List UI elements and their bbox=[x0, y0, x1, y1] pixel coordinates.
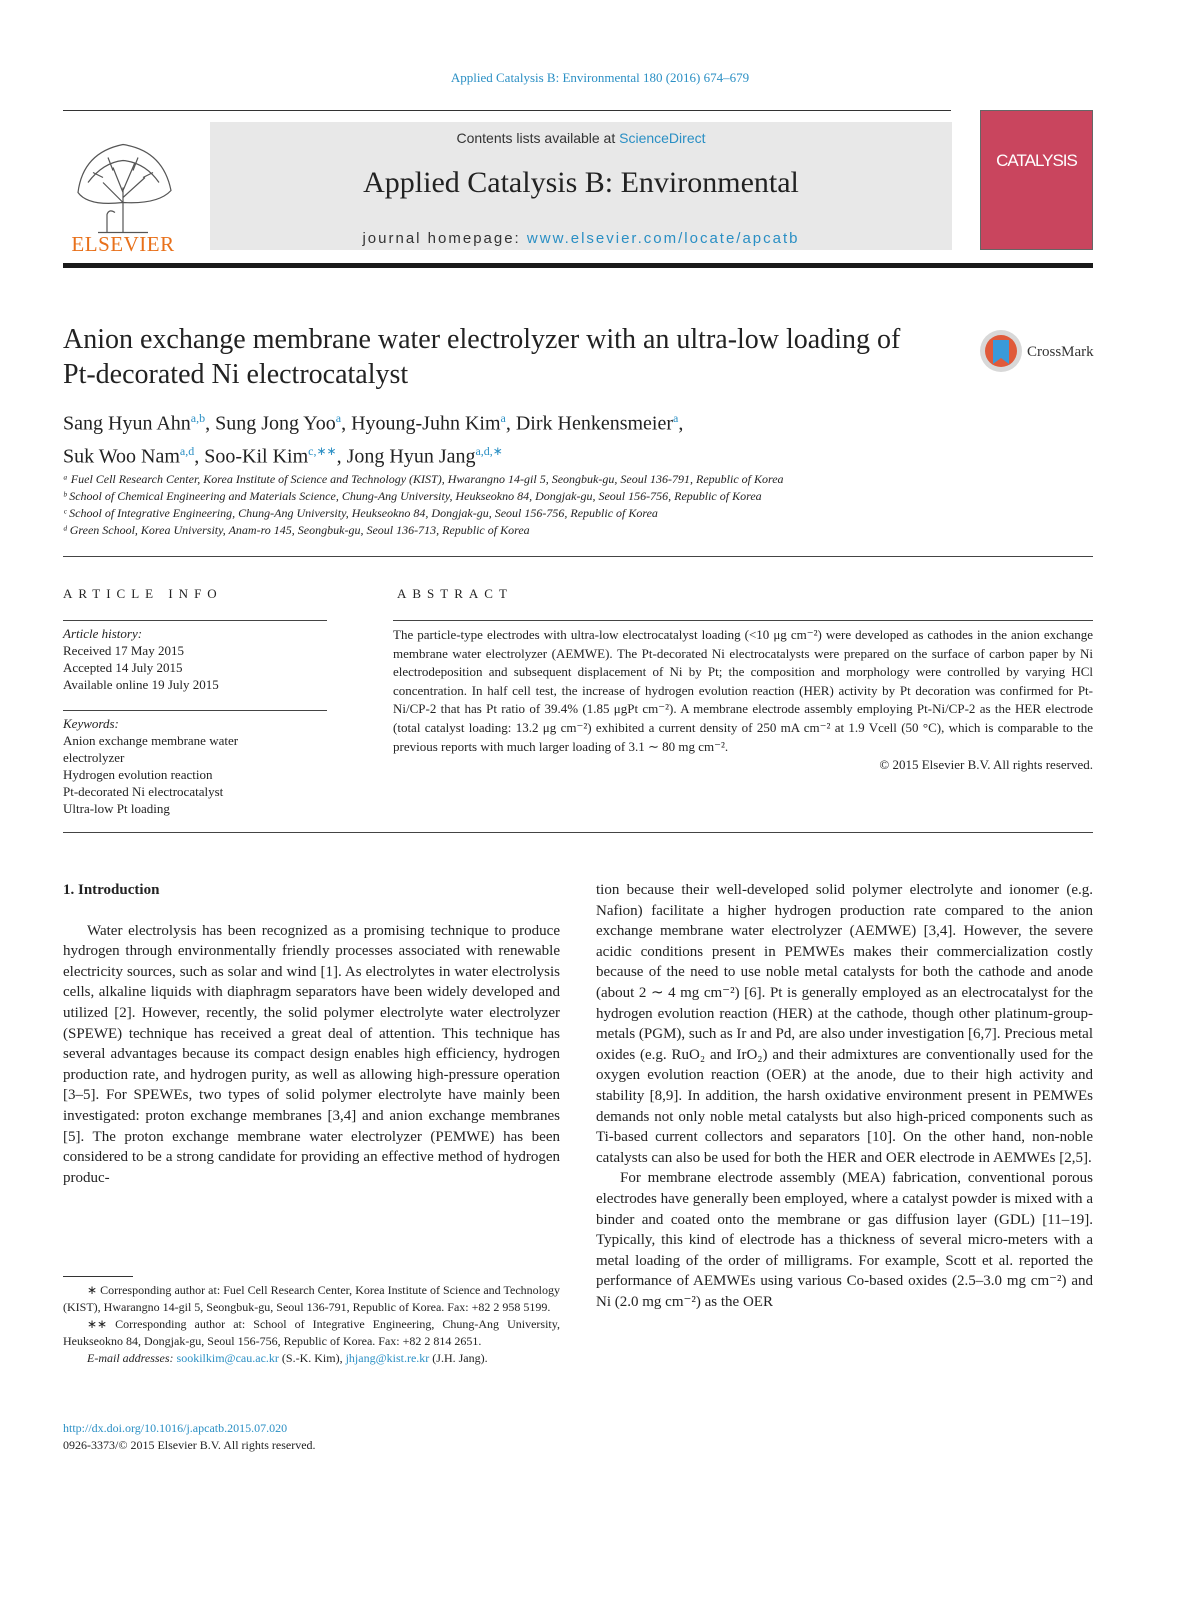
journal-homepage-link[interactable]: www.elsevier.com/locate/apcatb bbox=[526, 230, 800, 247]
footnotes bbox=[63, 1282, 560, 1367]
article-info-rule bbox=[63, 620, 327, 621]
crossmark-icon[interactable] bbox=[978, 328, 1024, 374]
author-affiliation-marker: a,d bbox=[179, 443, 195, 458]
email-label: E-mail addresses: bbox=[87, 1351, 174, 1365]
email-owner: (J.H. Jang). bbox=[432, 1351, 488, 1365]
article-info-heading: ARTICLE INFO bbox=[63, 586, 223, 601]
doi-link[interactable]: http://dx.doi.org/10.1016/j.apcatb.2015.07.020 bbox=[63, 1421, 288, 1435]
keywords-block bbox=[63, 715, 333, 817]
abstract-heading: ABSTRACT bbox=[397, 586, 513, 601]
author-name[interactable]: Hyoung-Juhn Kim bbox=[351, 412, 501, 435]
corresponding-author-footnote: ∗ Corresponding author at: Fuel Cell Research Center, Korea Institute of Science and Technology (KIST), Hwarangno 14-gil 5, Seongbuk-gu, Seoul 136-791, Republic of Korea. Fax: +82 2 958 5199. bbox=[63, 1283, 560, 1314]
affiliation-a: ᵃ Fuel Cell Research Center, Korea Institute of Science and Technology (KIST), Hwarangno 14-gil 5, Seongbuk-gu, Seoul 136-791, Republic of Korea bbox=[63, 472, 784, 486]
footnote-rule bbox=[63, 1276, 133, 1277]
elsevier-wordmark: ELSEVIER bbox=[71, 232, 175, 256]
sciencedirect-link[interactable]: ScienceDirect bbox=[619, 130, 706, 146]
author-name[interactable]: Soo-Kil Kim bbox=[204, 445, 309, 468]
journal-reference-link[interactable]: Applied Catalysis B: Environmental 180 (2016) 674–679 bbox=[450, 70, 750, 85]
author-affiliation-marker: c,∗∗ bbox=[308, 443, 337, 458]
abstract-bottom-rule bbox=[63, 832, 1093, 833]
author-affiliation-marker: a bbox=[335, 411, 342, 425]
history-online: Available online 19 July 2015 bbox=[63, 677, 219, 692]
header-thick-rule bbox=[63, 263, 1093, 268]
author-affiliation-marker: a,b bbox=[190, 411, 206, 425]
body-left-column bbox=[63, 880, 560, 1188]
email-link[interactable]: sookilkim@cau.ac.kr bbox=[176, 1351, 279, 1365]
history-label: Article history: bbox=[63, 626, 143, 641]
abstract-rule bbox=[393, 620, 1093, 621]
history-accepted: Accepted 14 July 2015 bbox=[63, 660, 183, 675]
doi-block bbox=[63, 1420, 316, 1454]
affiliation-b: ᵇ School of Chemical Engineering and Materials Science, Chung-Ang University, Heukseokno 84, Dongjak-gu, Seoul 156-756, Republic of Korea bbox=[63, 489, 762, 503]
keywords-rule bbox=[63, 710, 327, 711]
keyword-item: Anion exchange membrane water electrolyzer bbox=[63, 733, 239, 765]
author-affiliation-marker: a bbox=[673, 411, 679, 425]
introduction-heading: 1. Introduction bbox=[63, 882, 160, 898]
keyword-item: Hydrogen evolution reaction bbox=[63, 767, 213, 782]
author-list: Sang Hyun Ahn$^{a,b}$, Sung Jong Yoo$^a$, Hyoung-Juhn Kim$^a$, Dirk Henkensmeier$^a$, Suk Woo Nam$^{a,d}$, Soo-Kil Kim$^{c,∗∗}$, Jong Hyun Jang$^{a,d,∗}$ bbox=[63, 411, 684, 468]
history-received: Received 17 May 2015 bbox=[63, 643, 184, 658]
body-right-column bbox=[596, 880, 1093, 1312]
email-owner: (S.-K. Kim), bbox=[281, 1351, 343, 1365]
author-name[interactable]: Dirk Henkensmeier bbox=[515, 412, 674, 435]
email-footnote bbox=[63, 1350, 560, 1367]
affiliation-d: ᵈ Green School, Korea University, Anam-ro 145, Seongbuk-gu, Seoul 136-713, Republic of Korea bbox=[63, 523, 530, 537]
author-name[interactable]: Jong Hyun Jang bbox=[346, 445, 476, 468]
journal-name: Applied Catalysis B: Environmental bbox=[363, 166, 799, 199]
email-link[interactable]: jhjang@kist.re.kr bbox=[345, 1351, 430, 1365]
intro-paragraph-continued: tion because their well-developed solid polymer electrolyte and ionomer (e.g. Nafion) facilitate a higher hydrogen production rate compared to the anion exchange membrane water electrolyzer (AEMWE) [3,4]. However, the severe acidic conditions present in PEMWEs makes their commercialization costly because of the need to use noble metal catalysts for both the cathode and anode (about 2 ∼ 4 mg cm⁻²) [6]. Pt is generally employed as an electrocatalyst for the hydrogen evolution reaction (HER) at the cathode, though other platinum-group-metals (PGM), such as Ir and Pd, are also under investigation [6,7]. Precious metal oxides (e.g. RuO₂ and IrO₂) and their admixtures are conventionally used for the oxygen evolution reaction (OER) at the anode, due to their high activity and stability [8,9]. In addition, the harsh oxidative environment present in PEMWEs demands not only noble metal catalysts but also high-priced components such as Ti-based current collectors and separators [10]. On the other hand, non-noble catalysts can also be used for both the HER and OER electrode in AEMWEs [2,5]. bbox=[596, 882, 1093, 1166]
keyword-item: Pt-decorated Ni electrocatalyst bbox=[63, 784, 224, 799]
journal-homepage-line bbox=[210, 230, 952, 247]
contents-available-line bbox=[210, 130, 952, 146]
homepage-prefix: journal homepage: bbox=[362, 230, 527, 247]
corresponding-author-footnote: ∗∗ Corresponding author at: School of Integrative Engineering, Chung-Ang University, Heukseokno 84, Dongjak-gu, Seoul 156-756, Republic of Korea. Fax: +82 2 814 2651. bbox=[63, 1317, 560, 1348]
header-rule bbox=[63, 110, 951, 111]
journal-cover-image bbox=[980, 110, 1093, 250]
affiliation-c: ᶜ School of Integrative Engineering, Chung-Ang University, Heukseokno 84, Dongjak-gu, Seoul 156-756, Republic of Korea bbox=[63, 506, 658, 520]
abstract-text: The particle-type electrodes with ultra-low electrocatalyst loading (<10 μg cm⁻²) were developed as cathodes in the anion exchange membrane water electrolyzer (AEMWE). The Pt-decorated Ni electrocatalysts were prepared on the surface of carbon paper by Ni electrodeposition and subsequent displacement of Ni by Pt; the composition and morphology were controlled by varying HCl concentration. In half cell test, the increase of hydrogen evolution reaction (HER) activity by Pt decoration was confirmed for Pt-Ni/CP-2 that has Pt ratio of 39.4% (1.85 μgPt cm⁻²). A membrane electrode assembly employing Pt-Ni/CP-2 as the HER electrode (total catalyst loading: 13.2 μg cm⁻²) exhibited a current density of 250 mA cm⁻² at 1.9 Vcell (50 °C), which is comparable to the previous reports with much larger loading of 3.1 ∼ 80 mg cm⁻². bbox=[393, 627, 1093, 754]
affiliations-rule bbox=[63, 556, 1093, 557]
article-title: Anion exchange membrane water electrolyzer with an ultra-low loading of Pt-decorated Ni electrocatalyst bbox=[63, 324, 901, 390]
intro-paragraph: Water electrolysis has been recognized as a promising technique to produce hydrogen through environmentally friendly processes associated with renewable electricity sources, such as solar and wind [1]. As electrolytes in water electrolysis cells, alkaline liquids with diaphragm separators have been widely developed and utilized [2]. However, recently, the solid polymer electrolyte water electrolyzer (SPEWE) technique has received a great deal of attention. This technique has several advantages because its compact design enables high efficiency, hydrogen production rate, and hydrogen purity, as well as allowing high-pressure operation [3–5]. For SPEWEs, two types of solid polymer electrolyte have mainly been investigated: proton exchange membranes [3,4] and anion exchange membranes [5]. The proton exchange membrane water electrolyzer (PEMWE) has been considered to be a strong candidate for providing an effective method of hydrogen produc- bbox=[63, 922, 560, 1186]
keywords-label: Keywords: bbox=[63, 716, 119, 731]
author-name[interactable]: Sang Hyun Ahn bbox=[63, 412, 191, 435]
crossmark-label[interactable]: CrossMark bbox=[1027, 344, 1094, 360]
author-name[interactable]: Suk Woo Nam bbox=[63, 445, 180, 468]
abstract-copyright: © 2015 Elsevier B.V. All rights reserved. bbox=[879, 757, 1093, 773]
author-affiliation-marker: a,d,∗ bbox=[475, 443, 503, 458]
keyword-item: Ultra-low Pt loading bbox=[63, 801, 170, 816]
author-affiliation-marker: a bbox=[500, 411, 506, 425]
article-history bbox=[63, 625, 333, 693]
journal-banner bbox=[210, 122, 952, 250]
intro-paragraph: For membrane electrode assembly (MEA) fabrication, conventional porous electrodes have generally been employed, where a catalyst powder is mixed with a binder and coated onto the membrane or gas diffusion layer (GDL) [11–19]. Typically, this kind of electrode has a thickness of several micro-meters with a metal loading of the order of milligrams. For example, Scott et al. reported the performance of AEMWEs using various Co-based oxides (2.5–3.0 mg cm⁻²) and Ni (2.0 mg cm⁻²) as the OER bbox=[596, 1170, 1093, 1310]
issn-copyright: 0926-3373/© 2015 Elsevier B.V. All rights reserved. bbox=[63, 1438, 316, 1452]
cover-title: CATALYSIS bbox=[996, 151, 1077, 170]
abstract-body bbox=[393, 626, 1093, 775]
author-name[interactable]: Sung Jong Yoo bbox=[215, 412, 336, 435]
affiliations bbox=[63, 471, 1063, 539]
contents-prefix: Contents lists available at bbox=[456, 130, 620, 146]
